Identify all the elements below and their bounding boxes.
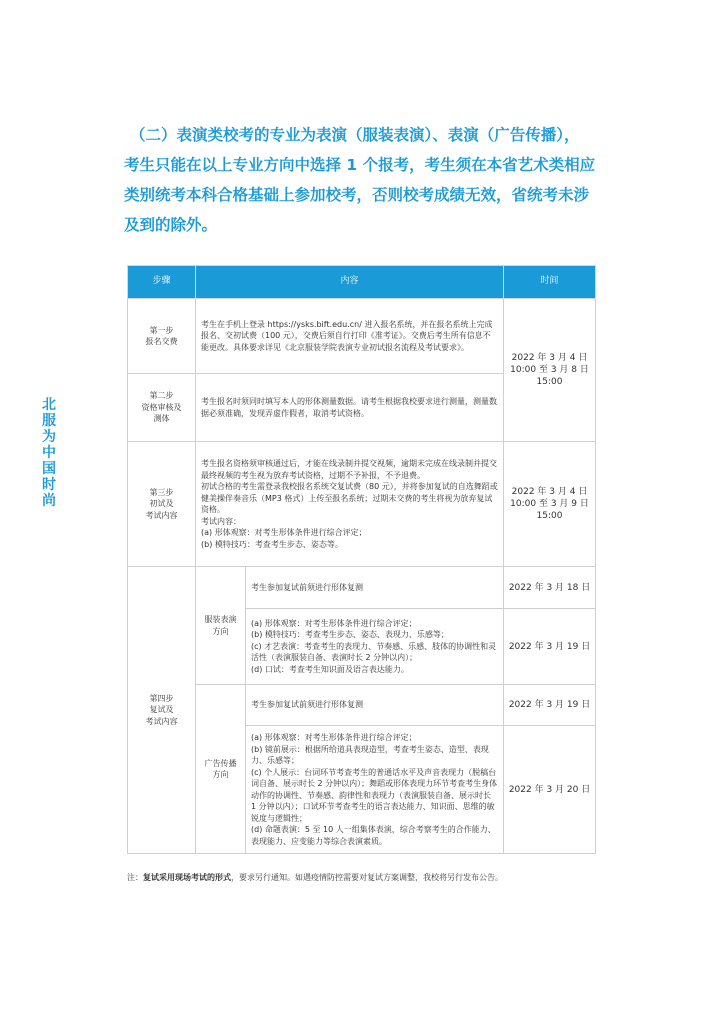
- side-label-char: 北: [42, 397, 56, 413]
- side-label-char: 中: [42, 445, 56, 461]
- step3-content-line: 初试合格的考生需登录我校报名系统交复试费（80 元），并将参加复试的自选舞蹈或健美操伴奏音乐（MP3 格式）上传至报名系统；过期未交费的考生将视为放弃复试资格。: [201, 482, 498, 514]
- step1-label-line: 报名交费: [145, 337, 178, 346]
- time-line: 10:00 至 3 月 9 日: [510, 499, 589, 509]
- fashion-direction-label: [196, 567, 246, 685]
- side-label-char: 国: [42, 461, 56, 477]
- side-label-char: 时: [42, 477, 56, 493]
- step3-label: [128, 442, 196, 567]
- table-header-row: [128, 266, 596, 299]
- footnote-bold: 复试采用现场考试的形式: [143, 873, 231, 882]
- step2-label: [128, 374, 196, 442]
- step4-label: [128, 567, 196, 854]
- step3-content-line: 考生报名资格须审核通过后，才能在线录制并提交视频，逾期未完成在线录制并提交最终视频的考生视为放弃考试资格，过期不予补报，不予退费。: [201, 459, 497, 480]
- step3-content: [196, 442, 504, 567]
- ad-label-line: 方向: [212, 770, 229, 779]
- fashion-content-line: (c) 才艺表演：考查考生的表现力、节奏感、乐感、肢体的协调性和灵活性（表演服装自备、表演时长 2 分钟以内）；: [251, 641, 497, 663]
- step4-label-line: 第四步: [149, 693, 174, 703]
- ad-content-date: 2022 年 3 月 20 日: [504, 726, 596, 854]
- step3-content-line: (a) 形体观察：对考生形体条件进行综合评定；: [201, 528, 367, 537]
- ad-content-line: (b) 镜前展示：根据所给道具表现造型，考查考生姿态、造型、表现力、乐感等；: [251, 744, 489, 765]
- header-time: 时间: [504, 266, 596, 299]
- step1-content: 考生在手机上登录 https://ysks.bift.edu.cn/ 进入报名系统，并在报名系统上完成报名、交初试费（100 元），交费后须自行打印《准考证》。交费后考生所有信息不能更改。具体要求详见《北京服装学院表演专业初试报名流程及考试要求》。: [196, 299, 504, 374]
- step1-2-time: [504, 299, 596, 442]
- ad-label-line: 广告传播: [204, 758, 237, 768]
- step3-content-line: (b) 模特技巧：考查考生步态、姿态等。: [201, 539, 343, 549]
- fashion-label-line: 方向: [212, 626, 229, 636]
- fashion-content-date: 2022 年 3 月 19 日: [504, 609, 596, 685]
- time-line: 2022 年 3 月 4 日: [511, 487, 588, 497]
- fashion-content-line: (a) 形体观察：对考生形体条件进行综合评定；: [251, 618, 417, 628]
- ad-content-line: (a) 形体观察：对考生形体条件进行综合评定；: [251, 733, 417, 742]
- fashion-label-line: 服装表演: [204, 615, 237, 624]
- step3-label-line: 初试及: [149, 499, 174, 509]
- step3-label-line: 第三步: [149, 487, 174, 497]
- ad-content-line: (c) 个人展示：台词环节考查考生的普通话水平及声音表现力（脱稿台词自备、展示时长 2 分钟以内）；舞蹈或形体表现力环节考查考生身体动作的协调性、节奏感、韵律性和表现力（表演服装自备、展示时长 1 分钟以内）；口试环节考查考生的语言表达能力、知识面、思维的敏锐度与逻辑性；: [251, 767, 498, 823]
- time-line: 10:00 至 3 月 8 日: [510, 365, 589, 375]
- fashion-recheck-date: 2022 年 3 月 18 日: [504, 567, 596, 609]
- time-line: 15:00: [536, 377, 563, 387]
- table-row-ad-recheck: [128, 685, 596, 726]
- ad-recheck: 考生参加复试前须进行形体复测: [246, 685, 504, 726]
- header-step: 步骤: [128, 266, 196, 299]
- step4-label-line: 复试及: [149, 705, 174, 715]
- step1-label: [128, 299, 196, 374]
- footnote-prefix: 注：: [127, 873, 143, 882]
- step1-label-line: 第一步: [149, 325, 174, 335]
- step2-label-line: 测体: [153, 414, 170, 424]
- step4-label-line: 考试内容: [145, 716, 178, 726]
- fashion-content-line: (d) 口试：考查考生知识面及语言表达能力。: [251, 664, 409, 674]
- header-content: 内容: [196, 266, 504, 299]
- ad-content-line: (d) 命题表演：5 至 10 人一组集体表演，综合考察考生的合作能力、表现能力、应变能力等综合表演素质。: [251, 825, 496, 846]
- footnote: [127, 872, 597, 884]
- ad-content: [246, 726, 504, 854]
- side-label-char: 尚: [42, 493, 56, 509]
- time-line: 2022 年 3 月 4 日: [511, 353, 588, 363]
- fashion-recheck: 考生参加复试前须进行形体复测: [246, 567, 504, 609]
- step3-time: [504, 442, 596, 567]
- step3-label-line: 考试内容: [145, 510, 178, 520]
- ad-direction-label: [196, 685, 246, 854]
- side-label-char: 服: [42, 413, 56, 429]
- step2-label-line: 资格审核及: [141, 402, 182, 412]
- time-line: 15:00: [536, 511, 563, 521]
- side-label: [41, 397, 57, 509]
- intro-line-1: （二）表演类校考的专业为表演（服装表演）、表演（广告传播），: [130, 126, 580, 144]
- intro-paragraph: [124, 120, 604, 240]
- step3-content-line: 考试内容：: [201, 516, 241, 526]
- table-row-fashion-recheck: [128, 567, 596, 609]
- ad-recheck-date: 2022 年 3 月 19 日: [504, 685, 596, 726]
- footnote-rest: ，要求另行通知。如遇疫情防控需要对复试方案调整，我校将另行发布公告。: [231, 873, 503, 882]
- side-label-char: 为: [42, 429, 56, 445]
- fashion-content: [246, 609, 504, 685]
- fashion-content-line: (b) 模特技巧：考查考生步态、姿态、表现力、乐感等；: [251, 630, 449, 640]
- intro-line-2: 考生只能在以上专业方向中选择 1 个报考，考生须在本省艺术类相应类别统考本科合格基础上参加校考，否则校考成绩无效，省统考未涉及到的除外。: [124, 156, 596, 234]
- table-row-step3: [128, 442, 596, 567]
- step2-content: 考生报名时须同时填写本人的形体测量数据。请考生根据我校要求进行测量，测量数据必须准确，发现弄虚作假者，取消考试资格。: [196, 374, 504, 442]
- table-row-step1: [128, 299, 596, 374]
- exam-schedule-table: [127, 265, 596, 854]
- step2-label-line: 第二步: [149, 391, 174, 401]
